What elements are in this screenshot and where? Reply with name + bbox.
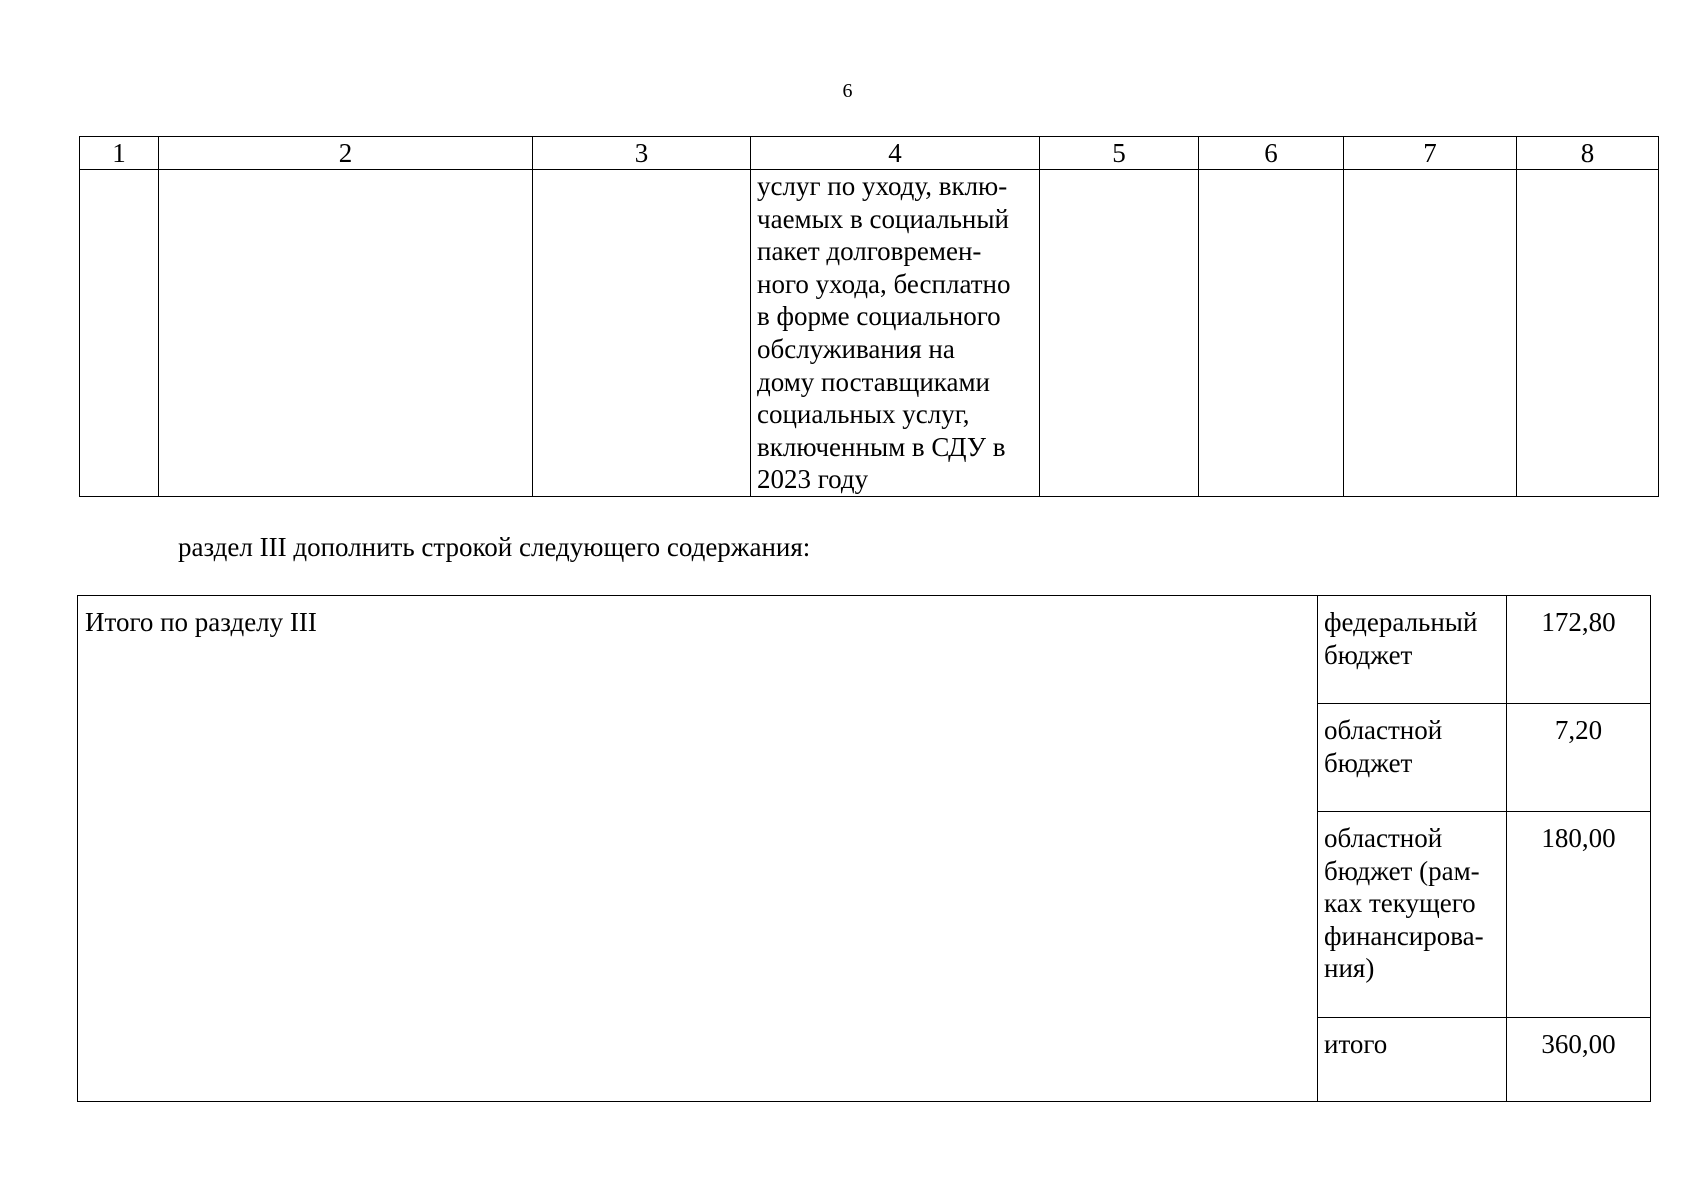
column-number-cell: 7 <box>1344 137 1517 170</box>
budget-amount-cell: 180,00 <box>1507 812 1651 1018</box>
budget-amount-cell: 172,80 <box>1507 596 1651 704</box>
table-cell-col7 <box>1344 170 1517 497</box>
budget-source-cell: областной бюджет <box>1318 704 1507 812</box>
table-cell-col1 <box>80 170 159 497</box>
budget-source-cell: итого <box>1318 1018 1507 1102</box>
budget-amount-cell: 360,00 <box>1507 1018 1651 1102</box>
column-number-cell: 2 <box>159 137 533 170</box>
column-number-cell: 8 <box>1517 137 1659 170</box>
table-cell-col5 <box>1040 170 1199 497</box>
column-number-cell: 1 <box>80 137 159 170</box>
table-cell-col8 <box>1517 170 1659 497</box>
budget-source-cell: областной бюджет (рам- ках текущего финансирова- ния) <box>1318 812 1507 1018</box>
table-row <box>78 596 1651 704</box>
section-total-table <box>77 595 1651 1102</box>
table-row <box>80 170 1659 497</box>
table-cell-col6 <box>1199 170 1344 497</box>
budget-amount-cell: 7,20 <box>1507 704 1651 812</box>
column-number-cell: 5 <box>1040 137 1199 170</box>
section-total-label: Итого по разделу III <box>78 596 1318 1102</box>
column-number-cell: 4 <box>751 137 1040 170</box>
measure-description-text: услуг по уходу, вклю- чаемых в социальный пакет долговремен- ного ухода, бесплатно в форме социального обслуживания на дому поставщиками социальных услуг, включенным в СДУ в 2023 году <box>757 171 1011 495</box>
table-cell-col2 <box>159 170 533 497</box>
amendment-intro-text: раздел III дополнить строкой следующего содержания: <box>178 532 811 562</box>
column-number-row <box>80 137 1659 170</box>
table-cell-col4 <box>751 170 1040 497</box>
page-number: 6 <box>842 80 853 102</box>
column-number-cell: 3 <box>533 137 751 170</box>
continuation-table <box>79 136 1659 497</box>
budget-source-cell: федеральный бюджет <box>1318 596 1507 704</box>
column-number-cell: 6 <box>1199 137 1344 170</box>
table-cell-col3 <box>533 170 751 497</box>
